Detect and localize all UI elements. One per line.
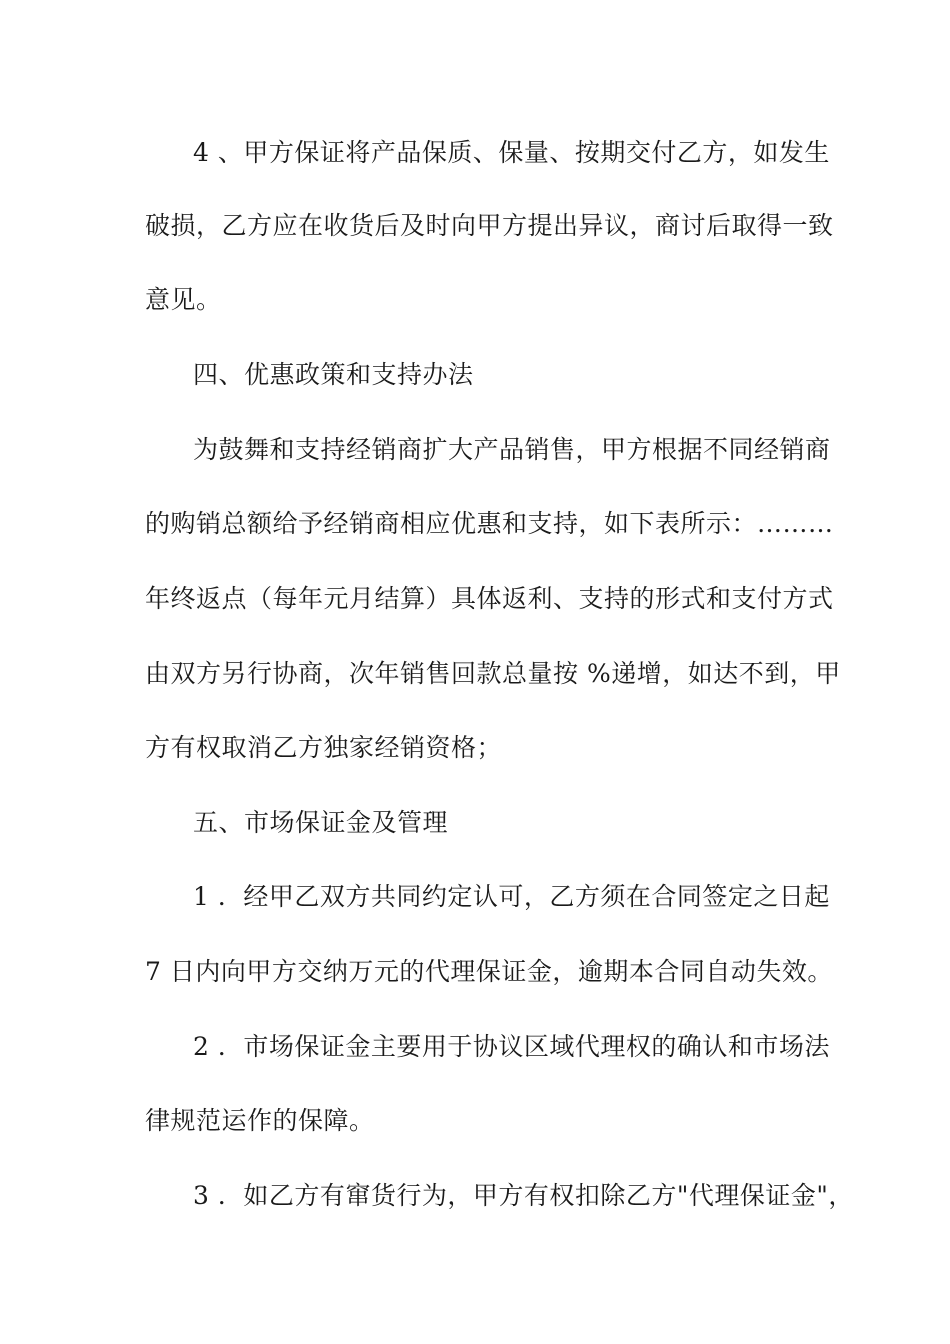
clause-4-line-3: 意见。 xyxy=(145,285,222,314)
clause-4-line-1: 4 、甲方保证将产品保质、保量、按期交付乙方，如发生 xyxy=(193,138,830,167)
section-4-para-line-1: 为鼓舞和支持经销商扩大产品销售，甲方根据不同经销商 xyxy=(193,435,831,464)
item-3-line-1: 3 ．如乙方有窜货行为，甲方有权扣除乙方"代理保证金"， xyxy=(193,1181,854,1210)
section-4-para-line-5: 方有权取消乙方独家经销资格； xyxy=(145,733,503,762)
section-4-para-line-3: 年终返点（每年元月结算）具体返利、支持的形式和支付方式 xyxy=(145,584,834,613)
section-5-heading: 五、市场保证金及管理 xyxy=(193,808,449,837)
section-4-para-line-2: 的购销总额给予经销商相应优惠和支持，如下表所示：……… xyxy=(145,509,834,538)
item-2-line-1: 2 ．市场保证金主要用于协议区域代理权的确认和市场法 xyxy=(193,1032,830,1061)
clause-4-line-2: 破损，乙方应在收货后及时向甲方提出异议，商讨后取得一致 xyxy=(145,211,834,240)
item-1-line-2: 7 日内向甲方交纳万元的代理保证金，逾期本合同自动失效。 xyxy=(145,957,833,986)
item-2-line-2: 律规范运作的保障。 xyxy=(145,1106,375,1135)
section-4-heading: 四、优惠政策和支持办法 xyxy=(193,360,474,389)
section-4-para-line-4: 由双方另行协商，次年销售回款总量按 %递增，如达不到，甲 xyxy=(145,659,841,688)
item-1-line-1: 1 ．经甲乙双方共同约定认可，乙方须在合同签定之日起 xyxy=(193,882,830,911)
